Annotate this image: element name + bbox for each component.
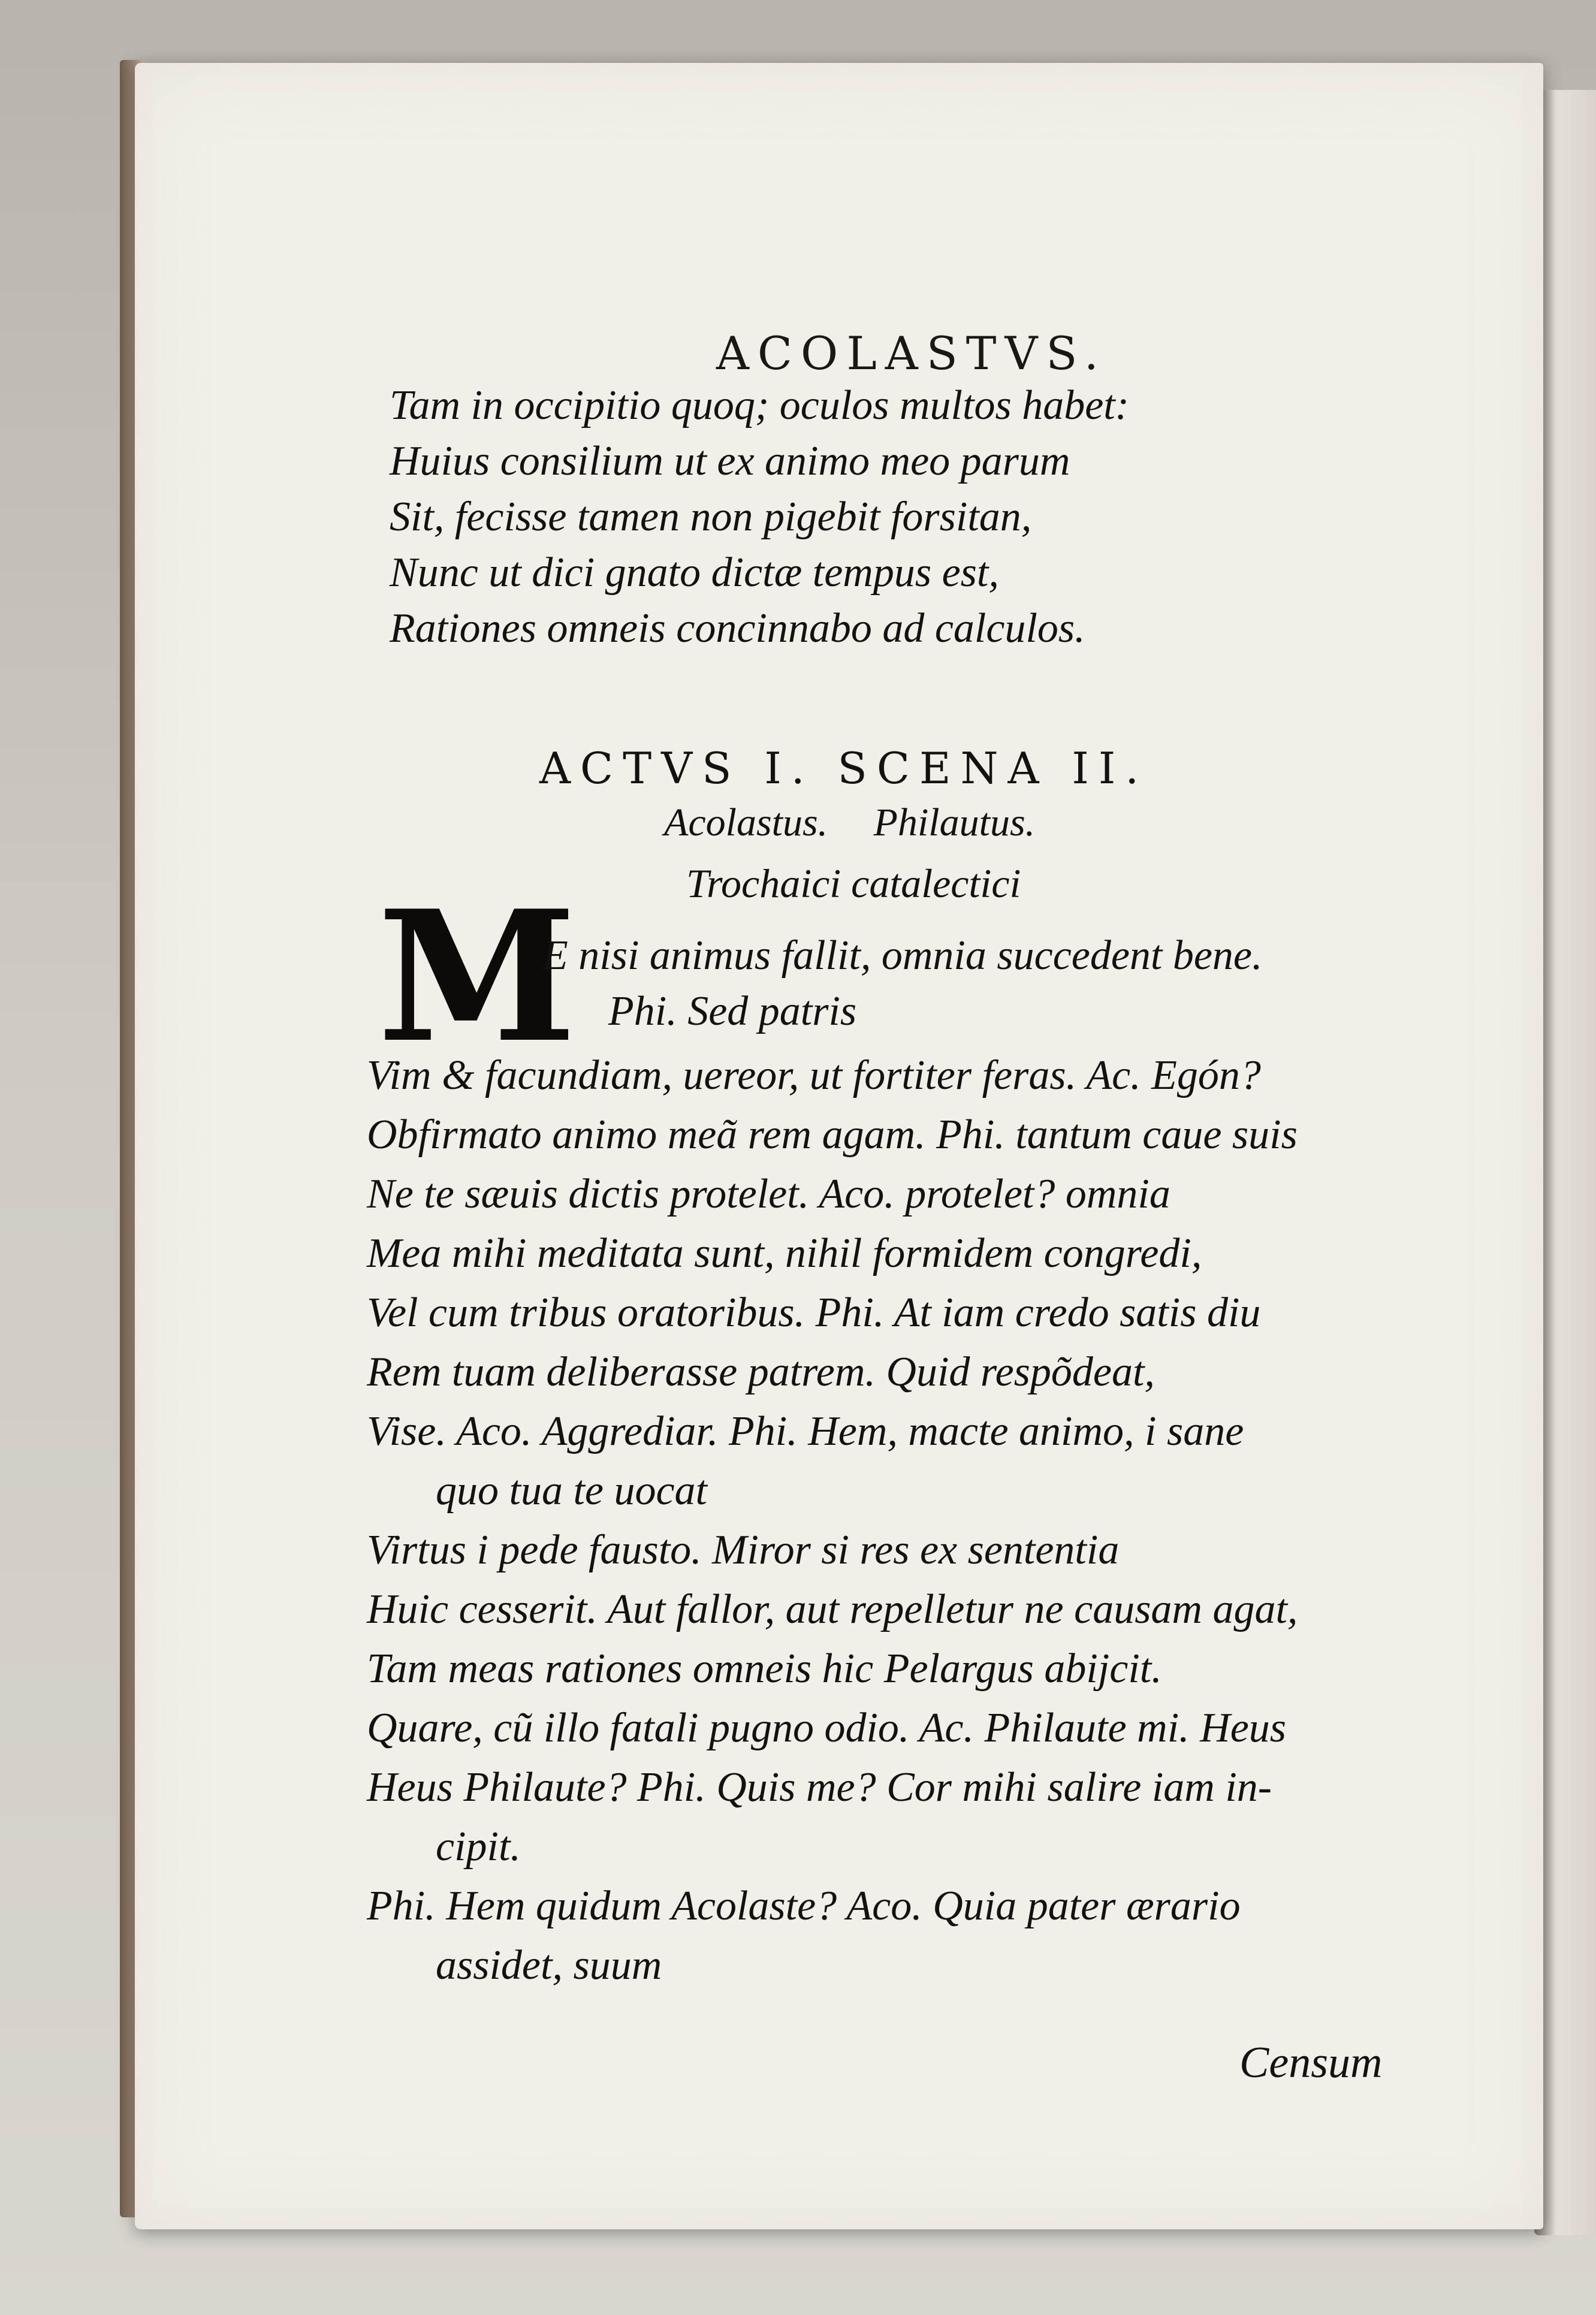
verse-line-turnover: quo tua te uocat	[436, 1468, 707, 1514]
verse-line: Huius consilium ut ex animo meo parum	[390, 438, 1070, 484]
verse-line: Tam meas rationes omneis hic Pelargus abijcit.	[367, 1646, 1162, 1692]
verse-line: Virtus i pede fausto. Miror si res ex sententia	[367, 1527, 1120, 1573]
drop-cap-initial: M	[378, 871, 577, 1082]
dialogue-verse-block	[367, 1046, 1446, 1995]
verse-line-first-continued: Phi. Sed patris	[608, 988, 857, 1034]
verse-line: Tam in occipitio quoq; oculos multos habet:	[390, 382, 1130, 428]
verse-line: Rationes omneis concinnabo ad calculos.	[390, 605, 1085, 651]
verse-line: Nunc ut dici gnato dictæ tempus est,	[390, 550, 999, 596]
verse-line: Rem tuam deliberasse patrem. Quid respõdeat,	[367, 1349, 1155, 1395]
verse-line: Quare, cũ illo fatali pugno odio. Ac. Philaute mi. Heus	[367, 1705, 1287, 1751]
verse-line-first: E nisi animus fallit, omnia succedent bene.	[542, 932, 1263, 979]
verse-line-turnover: assidet, suum	[436, 1942, 662, 1988]
catchword: Censum	[1239, 2038, 1383, 2087]
verse-line: Sit, fecisse tamen non pigebit forsitan,	[390, 494, 1032, 540]
verse-line: Vel cum tribus oratoribus. Phi. At iam credo satis diu	[367, 1290, 1261, 1336]
verse-line-turnover: cipit.	[436, 1824, 521, 1870]
scene-heading: ACTVS I. SCENA II.	[539, 743, 1149, 793]
facing-page-edge	[1534, 90, 1596, 2235]
verse-line: Huic cesserit. Aut fallor, aut repelletur ne causam agat,	[367, 1586, 1298, 1632]
verse-line: Vim & facundiam, uereor, ut fortiter feras. Ac. Egón?	[367, 1052, 1261, 1098]
opening-verse-block	[390, 378, 1408, 656]
running-header: ACOLASTVS.	[716, 327, 1107, 380]
verse-line: Obfirmato animo meã rem agam. Phi. tantum caue suis	[367, 1112, 1298, 1158]
verse-line: Phi. Hem quidum Acolaste? Aco. Quia pater ærario	[367, 1883, 1241, 1929]
verse-line: Mea mihi meditata sunt, nihil formidem congredi,	[367, 1230, 1202, 1276]
verse-line: Vise. Aco. Aggrediar. Phi. Hem, macte animo, i sane	[367, 1408, 1244, 1454]
verse-line: Heus Philaute? Phi. Quis me? Cor mihi salire iam in-	[367, 1764, 1272, 1810]
meter-note: Trochaici catalectici	[686, 861, 1021, 906]
speaker-names: Acolastus. Philautus.	[664, 801, 1036, 844]
verse-line: Ne te sæuis dictis protelet. Aco. protelet? omnia	[367, 1171, 1170, 1217]
